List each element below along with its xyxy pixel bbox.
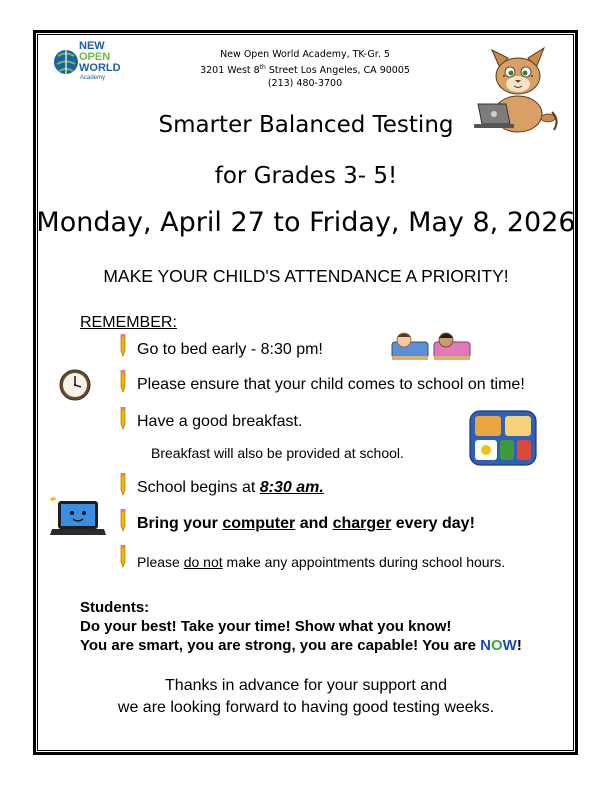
students-section [80,598,522,655]
breakfast-note: Breakfast will also be provided at school. [151,445,404,461]
students-line-2: You are smart, you are strong, you are capable! You are NOW! [80,637,522,654]
logo-text-open: OPEN [79,51,111,63]
logo-text-world: WORLD [79,62,121,74]
bullet-bedtime: Go to bed early - 8:30 pm! [137,341,323,358]
school-phone: (213) 480-3700 [267,78,343,90]
thanks-line-1: Thanks in advance for your support and [165,677,447,694]
thanks-line-2: we are looking forward to having good testing weeks. [117,699,495,716]
now-letter-o: O [490,637,503,654]
bullet-on-time: Please ensure that your child comes to school on time! [137,376,525,393]
attendance-priority: MAKE YOUR CHILD'S ATTENDANCE A PRIORITY! [103,266,509,286]
pencil-icon [118,473,128,497]
school-logo [53,40,121,86]
logo-globe-icon [53,42,79,82]
bullet-breakfast: Have a good breakfast. [137,413,303,430]
clock-icon [58,368,92,402]
school-name-line: New Open World Academy, TK-Gr. 5 [220,49,390,60]
now-letter-n: N [480,637,491,654]
school-address [190,48,420,90]
bullet-school-begins: School begins at 8:30 am. [137,479,324,496]
pencil-icon [118,370,128,394]
logo-text-new: NEW [79,40,105,52]
sleeping-kids-icon [390,328,472,362]
thanks-message [0,675,612,719]
title-line-3: Monday, April 27 to Friday, May 8, 2026 [36,207,576,238]
remember-heading: REMEMBER: [80,314,177,331]
title-line-1: Smarter Balanced Testing [158,112,454,138]
bullet-appointments: Please do not make any appointments during school hours. [137,554,506,570]
logo-text-academy: Academy [80,75,106,81]
school-start-time: 8:30 am. [259,479,324,496]
school-street-line: 3201 West 8th Street Los Angeles, CA 90005 [200,64,410,77]
pencil-icon [118,334,128,358]
pencil-icon [118,545,128,569]
pencil-icon [118,509,128,533]
bullet-bring-computer: Bring your computer and charger every day! [137,515,475,532]
lunch-tray-icon [469,410,537,466]
pencil-icon [118,407,128,431]
students-heading: Students: [80,599,150,616]
happy-laptop-icon [48,495,108,541]
students-line-1: Do your best! Take your time! Show what you know! [80,618,452,635]
title-line-2: for Grades 3- 5! [214,163,398,189]
now-letter-w: W [502,637,517,654]
